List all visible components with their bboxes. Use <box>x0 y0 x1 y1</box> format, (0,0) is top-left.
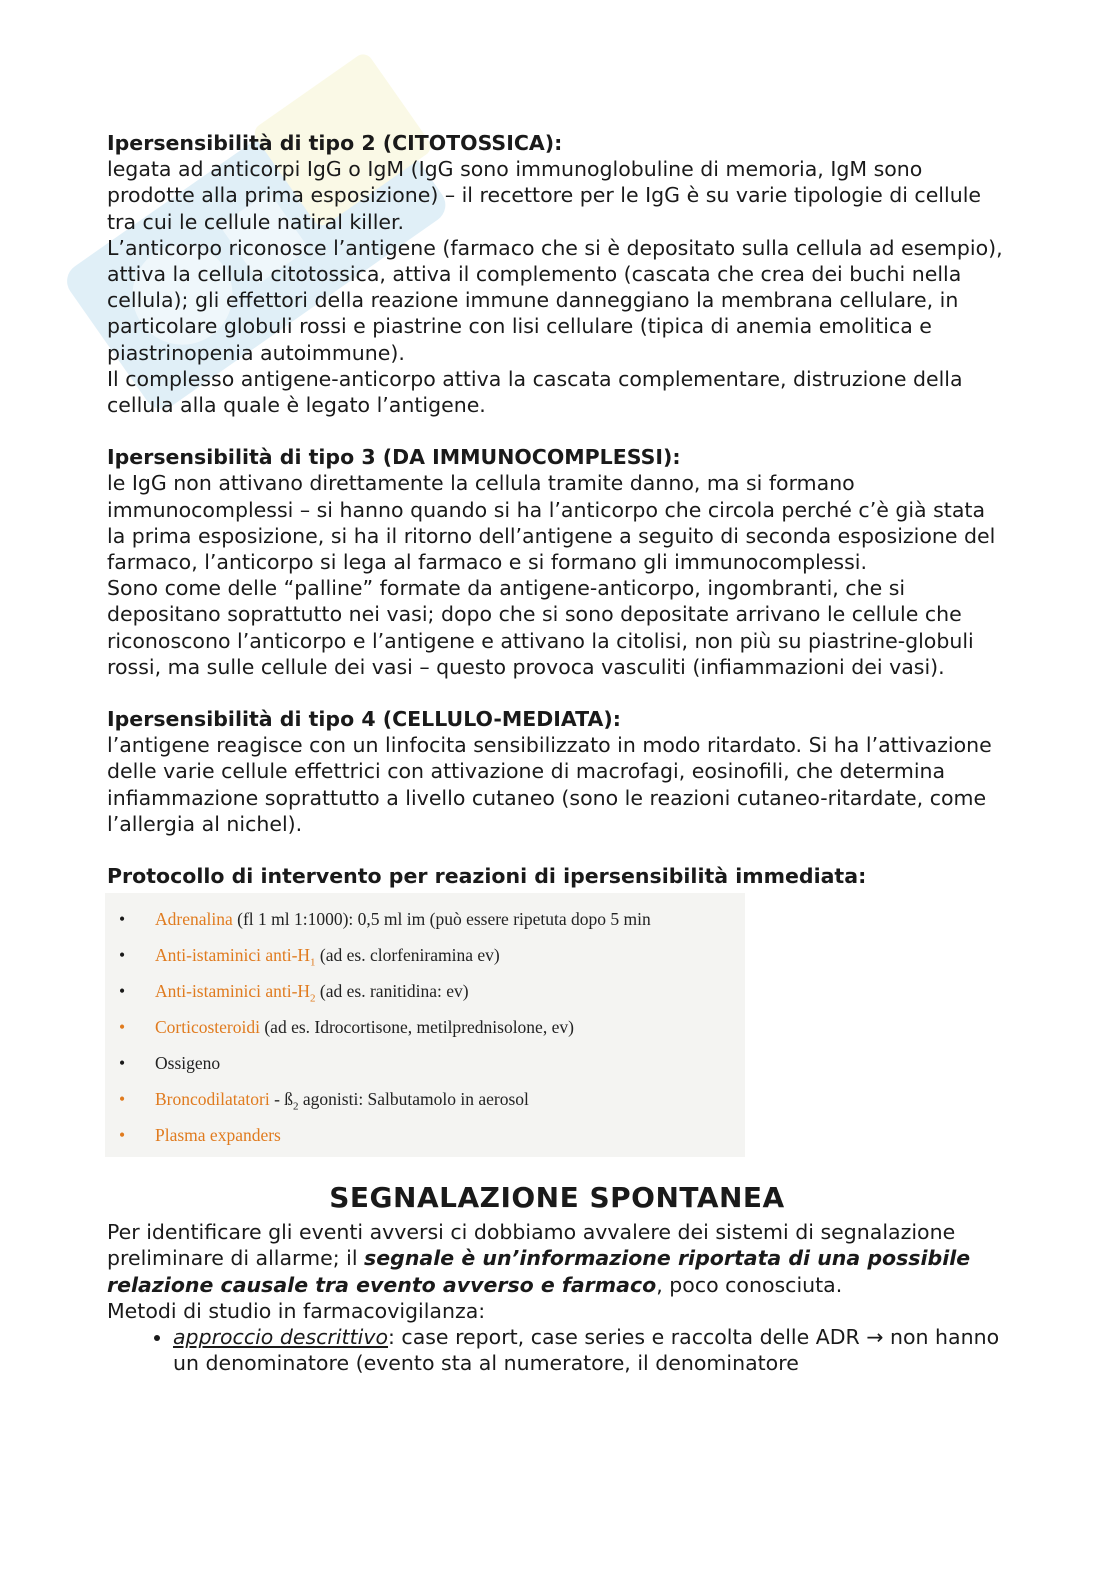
approach-term: approccio descrittivo <box>173 1325 388 1350</box>
drug-detail: - ß <box>269 1089 294 1110</box>
drug-name: Anti-istaminici anti-H <box>155 981 311 1002</box>
section-title: SEGNALAZIONE SPONTANEA <box>329 1181 785 1215</box>
protocol-item <box>119 1081 745 1117</box>
subscript: 1 <box>310 956 316 969</box>
document-page <box>107 130 1007 1377</box>
tipo2-paragraph-1: legata ad anticorpi IgG o IgM (IgG sono immunoglobuline di memoria, IgM sono prodotte alla prima esposizione) – il recettore per le IgG è su varie tipologie di cellule tra cui le cellule natiral killer. <box>107 157 982 234</box>
protocol-item <box>119 1009 745 1045</box>
bullet: • <box>119 945 126 966</box>
tipo2-paragraph-3: Il complesso antigene-anticorpo attiva la cascata complementare, distruzione della cellula alla quale è legato l’antigene. <box>107 366 963 418</box>
protocol-item <box>119 1117 745 1153</box>
arrow-icon: → <box>866 1325 884 1350</box>
protocol-item <box>119 973 745 1009</box>
drug-detail: Ossigeno <box>155 1053 221 1074</box>
tipo3-paragraph-1: le IgG non attivano direttamente la cellula tramite danno, ma si formano immunocomplessi – si hanno quando si ha l’anticorpo che circola perché c’è già stata la prima esposizione, si ha il ritorno dell’antigene a seguito di seconda esposizione del farmaco, l’anticorpo si lega al farmaco e si formano gli immunocomplessi. <box>107 471 996 575</box>
bullet: • <box>119 1089 126 1110</box>
drug-detail: (ad es. Idrocortisone, metilprednisolone, ev) <box>259 1017 574 1038</box>
drug-detail: (ad es. clorfeniramina ev) <box>315 945 500 966</box>
drug-name: Broncodilatatori <box>155 1089 270 1110</box>
tipo4-heading: Ipersensibilità di tipo 4 (CELLULO-MEDIATA): <box>107 707 621 732</box>
protocol-item <box>119 1045 745 1081</box>
drug-detail: agonisti: Salbutamolo in aerosol <box>298 1089 529 1110</box>
subscript: 2 <box>293 1100 299 1113</box>
drug-name: Anti-istaminici anti-H <box>155 945 311 966</box>
drug-name: Plasma expanders <box>155 1125 281 1146</box>
methods-list <box>107 1324 1007 1376</box>
drug-name: Corticosteroidi <box>155 1017 260 1038</box>
drug-detail: (ad es. ranitidina: ev) <box>315 981 469 1002</box>
subscript: 2 <box>310 992 316 1005</box>
tipo3-heading: Ipersensibilità di tipo 3 (DA IMMUNOCOMPLESSI): <box>107 445 681 470</box>
bullet: • <box>119 981 126 1002</box>
segnalazione-paragraph-1: Per identificare gli eventi avversi ci dobbiamo avvalere dei sistemi di segnalazione preliminare di allarme; il segnale è un’informazione riportata di una possibile relazione causale tra evento avverso e farmaco, poco conosciuta. <box>107 1220 971 1297</box>
protocol-figure <box>105 893 745 1157</box>
tipo2-heading: Ipersensibilità di tipo 2 (CITOTOSSICA): <box>107 131 563 155</box>
bullet: • <box>119 909 126 930</box>
bullet: • <box>119 1053 126 1074</box>
drug-name: Adrenalina <box>155 909 233 930</box>
tipo4-paragraph-1: l’antigene reagisce con un linfocita sensibilizzato in modo ritardato. Si ha l’attivazione delle varie cellule effettrici con attivazione di macrofagi, eosinofili, che determina infiammazione soprattutto a livello cutaneo (sono le reazioni cutaneo-ritardate, come l’allergia al nichel). <box>107 733 992 836</box>
signal-definition: segnale è un’informazione riportata di una possibile relazione causale tra evento avverso e farmaco <box>107 1246 971 1297</box>
tipo3-paragraph-2: Sono come delle “palline” formate da antigene-anticorpo, ingombranti, che si depositano soprattutto nei vasi; dopo che si sono depositate arrivano le cellule che riconoscono l’anticorpo e l’antigene e attivano la citolisi, non più su piastrine-globuli rossi, ma sulle cellule dei vasi – questo provoca vasculiti (infiammazioni dei vasi). <box>107 576 974 679</box>
segnalazione-paragraph-2: Metodi di studio in farmacovigilanza: <box>107 1298 486 1323</box>
protocol-item <box>119 901 745 937</box>
drug-detail: (fl 1 ml 1:1000): 0,5 ml im (può essere ripetuta dopo 5 min <box>232 909 651 930</box>
protocol-heading: Protocollo di intervento per reazioni di ipersensibilità immediata: <box>107 864 867 889</box>
list-item: • approccio descrittivo: case report, case series e raccolta delle ADR → non hanno un denominatore (evento sta al numeratore, il denominatore <box>173 1324 1007 1376</box>
bullet: • <box>119 1125 126 1146</box>
bullet: • <box>119 1017 126 1038</box>
tipo2-paragraph-2: L’anticorpo riconosce l’antigene (farmaco che si è depositato sulla cellula ad esempio), attiva la cellula citotossica, attiva il complemento (cascata che crea dei buchi nella cellula); gli effettori della reazione immune danneggiano la membrana cellulare, in particolare globuli rossi e piastrine con lisi cellulare (tipica di anemia emolitica e piastrinopenia autoimmune). <box>107 235 1003 365</box>
protocol-item <box>119 937 745 973</box>
